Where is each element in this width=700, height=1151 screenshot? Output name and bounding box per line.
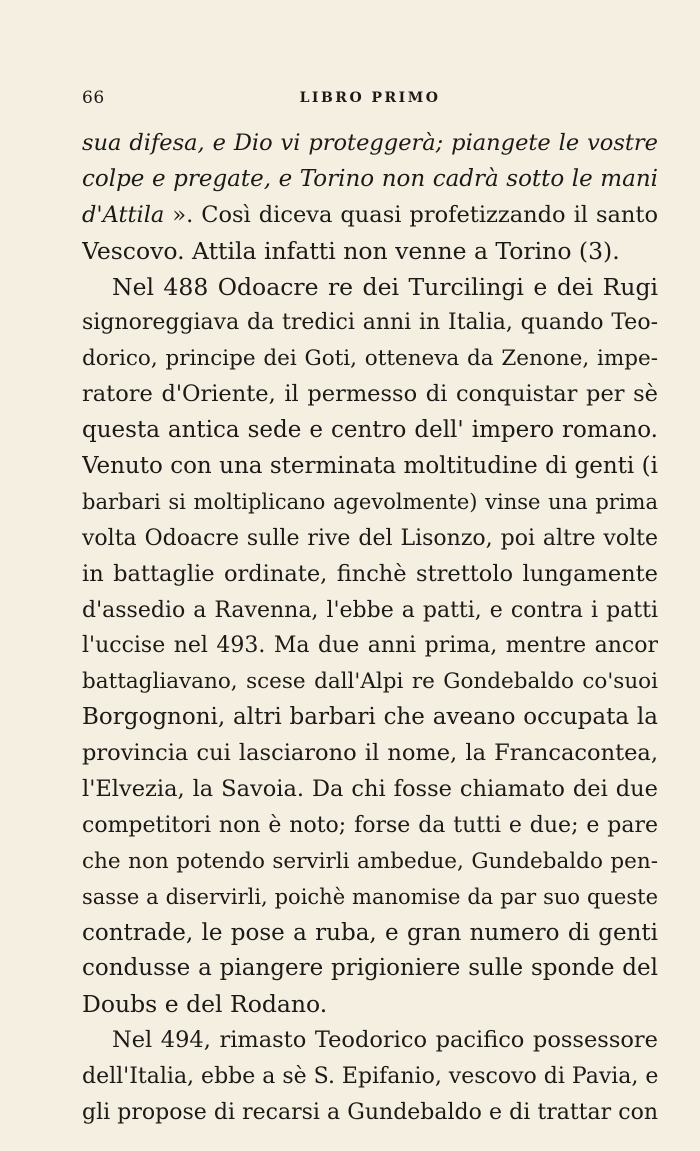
text-line: [82, 270, 658, 306]
text-segment: Venuto con una sterminata moltitudine di genti (i: [82, 453, 658, 480]
text-segment: ». Così diceva quasi profetizzando il santo: [164, 201, 658, 228]
text-line: [82, 1095, 658, 1131]
text-line: [82, 485, 658, 521]
page-number: 66: [82, 88, 105, 108]
text-segment: questa antica sede e centro dell' impero romano.: [82, 417, 658, 444]
text-segment: Borgognoni, altri barbari che aveano occupata la: [82, 704, 658, 731]
italic-text: colpe e pregate, e Torino non cadrà sotto le mani: [82, 165, 658, 192]
text-line: [82, 951, 658, 987]
text-line: [82, 628, 658, 664]
text-segment: battagliavano, scese dall'Alpi re Gondebaldo co'suoi: [82, 669, 658, 695]
text-segment: contrade, le pose a ruba, e gran numero di genti: [82, 919, 658, 946]
text-segment: signoreggiava da tredici anni in Italia, quando Teo-: [82, 310, 658, 336]
text-segment: sasse a diservirli, poichè manomise da par suo queste: [82, 884, 658, 909]
text-segment: ratore d'Oriente, il permesso di conquistar per sè: [82, 381, 658, 408]
text-segment: gli propose di recarsi a Gundebaldo e di trattar con: [82, 1100, 658, 1126]
text-line: [82, 664, 658, 700]
text-line: [82, 234, 658, 270]
text-line: [82, 449, 658, 485]
text-segment: d'assedio a Ravenna, l'ebbe a patti, e contra i patti: [82, 597, 658, 623]
text-segment: Doubs e del Rodano.: [82, 990, 328, 1019]
text-segment: l'uccise nel 493. Ma due anni prima, mentre ancor: [82, 633, 658, 659]
text-line: [82, 413, 658, 449]
text-line: [82, 987, 658, 1023]
text-line: [82, 305, 658, 341]
text-line: [82, 916, 658, 952]
text-segment: l'Elvezia, la Savoia. Da chi fosse chiamato dei due: [82, 776, 658, 803]
page-header: [82, 88, 658, 116]
italic-text: sua difesa, e Dio vi proteggerà; piangete le vostre: [82, 130, 658, 156]
text-line: [82, 126, 658, 162]
text-line: [82, 521, 658, 557]
text-segment: che non potendo servirli ambedue, Gundebaldo pen-: [82, 848, 658, 874]
text-segment: competitori non è noto; forse da tutti e due; e pare: [82, 812, 658, 838]
body-text: [82, 126, 658, 1131]
text-segment: Nel 494, rimasto Teodorico pacifico possessore: [112, 1027, 658, 1054]
text-line: [82, 593, 658, 629]
italic-text: d'Attila: [82, 201, 165, 228]
text-segment: volta Odoacre sulle rive del Lisonzo, poi altre volte: [82, 525, 658, 551]
text-line: [82, 377, 658, 413]
text-line: [82, 844, 658, 880]
text-line: [82, 557, 658, 593]
text-line: [82, 162, 658, 198]
text-line: [82, 1023, 658, 1059]
text-line: [82, 880, 658, 916]
text-line: [82, 808, 658, 844]
text-line: [82, 341, 658, 377]
text-segment: provincia cui lasciarono il nome, la Francacontea,: [82, 740, 658, 767]
running-title: LIBRO PRIMO: [299, 90, 441, 106]
text-line: [82, 736, 658, 772]
text-line: [82, 198, 658, 234]
text-segment: condusse a piangere prigioniere sulle sponde del: [82, 955, 658, 982]
text-segment: Nel 488 Odoacre re dei Turcilingi e dei Rugi: [112, 272, 658, 301]
text-segment: dorico, principe dei Goti, otteneva da Zenone, impe-: [82, 346, 658, 372]
text-line: [82, 1059, 658, 1095]
text-segment: Vescovo. Attila infatti non venne a Torino (3).: [82, 236, 620, 265]
text-segment: dell'Italia, ebbe a sè S. Epifanio, vescovo di Pavia, e: [82, 1064, 658, 1090]
text-segment: barbari si moltiplicano agevolmente) vinse una prima: [82, 489, 658, 514]
text-line: [82, 700, 658, 736]
text-line: [82, 772, 658, 808]
text-segment: in battaglie ordinate, finchè strettolo lungamente: [82, 560, 658, 587]
